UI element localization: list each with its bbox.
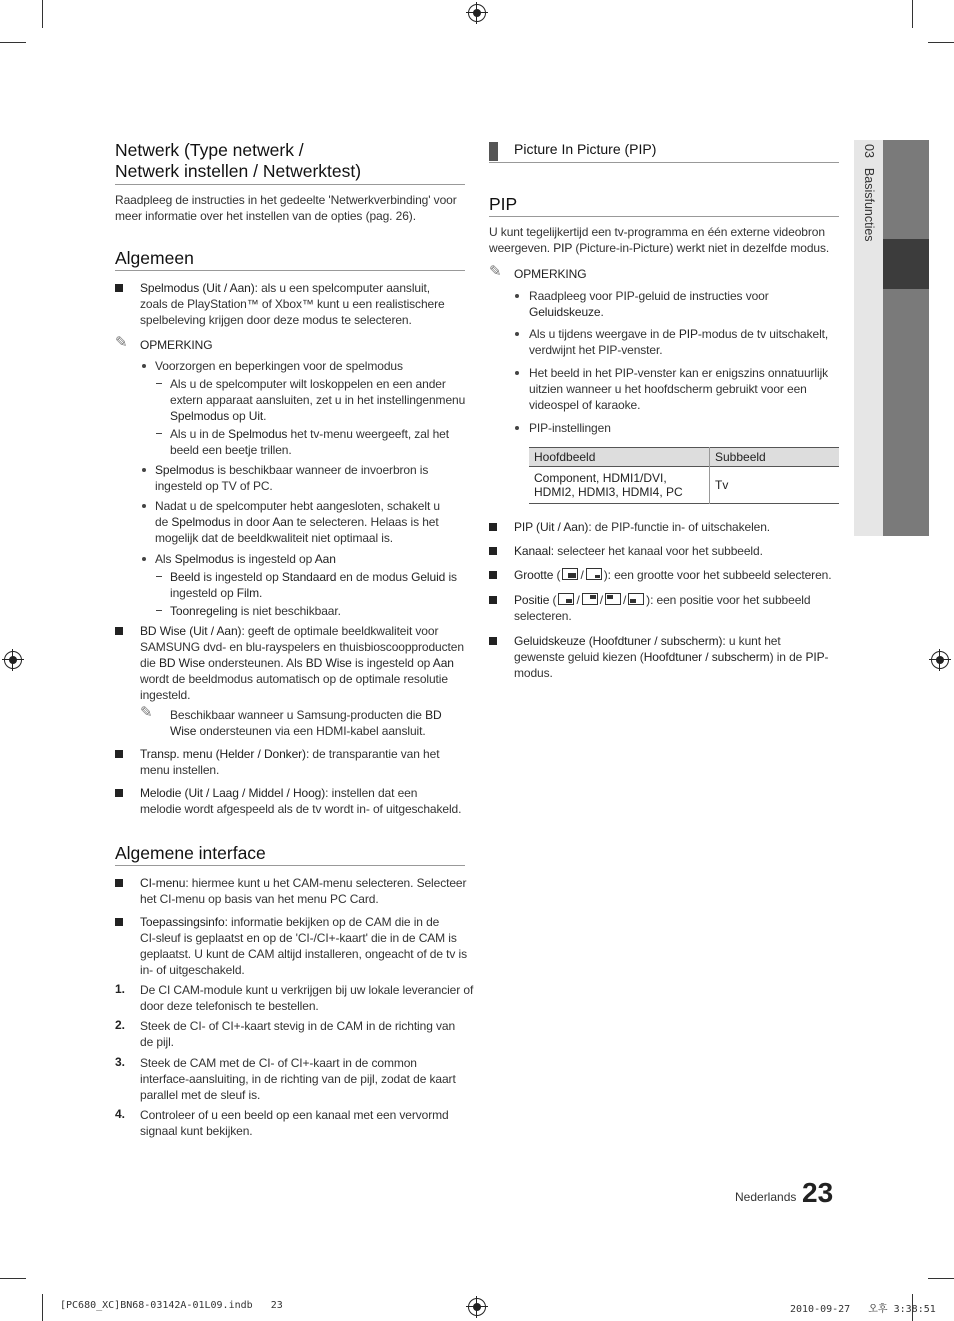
bullet-dash (156, 433, 162, 434)
step-item: Controleer of u een beeld op een kanaal met een vervormd signaal kunt bekijken. (140, 1108, 449, 1138)
note-item: Voorzorgen en beperkingen voor de spelmodus (155, 359, 403, 373)
divider (115, 184, 465, 185)
bullet-dot (515, 371, 519, 375)
registration-mark-icon (4, 651, 22, 669)
pencil-note-icon: ✎ (489, 263, 502, 280)
crop-mark (42, 1294, 43, 1321)
side-tab-label: 03Basisfuncties (862, 144, 876, 242)
section-title-interface: Algemene interface (115, 843, 266, 863)
divider (489, 162, 839, 163)
table-header: Hoofdbeeld (529, 448, 710, 467)
bullet-dot (515, 426, 519, 430)
table-cell: Component, HDMI1/DVI, HDMI2, HDMI3, HDMI4, PC (529, 467, 710, 504)
spelmodus-item: Spelmodus (Uit / Aan): als u een spelcomputer aansluit, zoals de PlayStation™ of Xbox™ kunt u een realistischere spelbeleving krijgen door deze modus te selecteren. (140, 281, 445, 327)
table-cell: Tv (715, 478, 729, 492)
pip-position-top-left-icon (605, 593, 621, 605)
print-date-info: 2010-09-27 오후 3:38:51 (790, 1304, 936, 1315)
side-tab-dark (883, 140, 929, 536)
toepassingsinfo-item: Toepassingsinfo: informatie bekijken op de CAM die in de CI-sleuf is geplaatst en op de 'CI-/CI+-kaart' die in de CAM is geplaatst. U kunt de CAM altijd installeren, ongeacht of de tv is in- of uitgeschakeld. (140, 915, 468, 977)
bullet-dash (156, 610, 162, 611)
note-item: Raadpleeg voor PIP-geluid de instructies voor Geluidskeuze. (529, 289, 769, 319)
crop-mark (0, 42, 26, 43)
bullet-dot (515, 332, 519, 336)
note-item: Als Spelmodus is ingesteld op Aan (155, 552, 336, 566)
page-number: 23 (802, 1177, 834, 1208)
note-item: PIP-instellingen (529, 421, 611, 435)
pip-settings-table (529, 447, 839, 504)
side-tab-active (883, 239, 929, 289)
pip-position-bottom-right-icon (558, 593, 574, 605)
note-item: Het beeld in het PIP-venster kan er enigszins onnatuurlijk uitzien wanneer u het hoofdscherm gebruikt voor een videospel of karaoke. (529, 366, 829, 412)
bullet-square (115, 789, 123, 797)
step-item: De CI CAM-module kunt u verkrijgen bij uw lokale leverancier of door deze telefonisch te bestellen. (140, 983, 474, 1013)
section-title-netwerk: Netwerk (Type netwerk / Netwerk instellen / Netwerktest) (115, 140, 362, 181)
pip-intro: U kunt tegelijkertijd een tv-programma en één externe videobron weergeven. PIP (Picture-in-Picture) werkt niet in dezelfde modus. (489, 225, 830, 255)
divider (115, 865, 465, 866)
note-label: OPMERKING (514, 267, 587, 281)
step-item: Steek de CAM met de CI- of CI+-kaart in de common interface-aansluiting, in de richting van de pijl, zodat de kaart parallel met de sleuf is. (140, 1056, 456, 1102)
section-marker (489, 142, 498, 161)
bullet-square (115, 627, 123, 635)
crop-mark (42, 0, 43, 28)
bdwise-note: Beschikbaar wanneer u Samsung-producten die BD Wise ondersteunen via een HDMI-kabel aansluit. (170, 708, 442, 738)
cimenu-item: CI-menu: hiermee kunt u het CAM-menu selecteren. Selecteer het CI-menu op basis van het menu PC Card. (140, 876, 467, 906)
registration-mark-icon (468, 4, 486, 22)
crop-mark (928, 42, 954, 43)
bullet-dot (515, 294, 519, 298)
registration-mark-icon (468, 1298, 486, 1316)
netwerk-text: Raadpleeg de instructies in het gedeelte 'Netwerkverbinding' voor meer informatie over het instellen van de opties (pag. 26). (115, 193, 457, 223)
bullet-square (115, 879, 123, 887)
bullet-square (489, 571, 497, 579)
bullet-square (489, 637, 497, 645)
section-header-pip: Picture In Picture (PIP) (514, 141, 657, 157)
bullet-square (115, 750, 123, 758)
bdwise-item: BD Wise (Uit / Aan): geeft de optimale beeldkwaliteit voor SAMSUNG dvd- en blu-rayspelers en thuisbioscoopproducten die BD Wise ondersteunen. Als BD Wise is ingesteld op Aan wordt de beeldmodus automatisch op de optimale resolutie ingesteld. (140, 624, 464, 702)
pip-size-small-icon (586, 568, 602, 580)
step-number: 3. (115, 1055, 126, 1069)
pip-position-bottom-left-icon (628, 593, 644, 605)
bullet-square (115, 284, 123, 292)
footer-language: Nederlands (735, 1190, 797, 1204)
bullet-square (489, 523, 497, 531)
note-subitem: Als u in de Spelmodus het tv-menu weergeeft, zal het beeld een beetje trillen. (170, 427, 449, 457)
pip-title: PIP (489, 194, 518, 214)
bullet-dot (142, 468, 146, 472)
note-subitem: Als u de spelcomputer wilt loskoppelen en een ander extern apparaat aansluiten, zet u in het instellingenmenu Spelmodus op Uit. (170, 377, 466, 423)
step-number: 4. (115, 1107, 126, 1121)
kanaal-item: Kanaal: selecteer het kanaal voor het subbeeld. (514, 544, 763, 558)
bullet-dot (142, 504, 146, 508)
registration-mark-icon (931, 651, 949, 669)
pip-size-large-icon (562, 568, 578, 580)
grootte-item: Grootte ( / ): een grootte voor het subbeeld selecteren. (514, 568, 832, 582)
pip-position-top-right-icon (582, 593, 598, 605)
pip-onoff-item: PIP (Uit / Aan): de PIP-functie in- of uitschakelen. (514, 520, 771, 534)
bullet-dot (142, 364, 146, 368)
crop-mark (912, 0, 913, 28)
note-item: Spelmodus is beschikbaar wanneer de invoerbron is ingesteld op TV of PC. (155, 463, 429, 493)
note-label: OPMERKING (140, 338, 213, 352)
crop-mark (928, 1278, 954, 1279)
divider (489, 216, 839, 217)
step-number: 1. (115, 982, 126, 996)
note-item: Nadat u de spelcomputer hebt aangesloten, schakelt u de Spelmodus in door Aan te selecteren. Helaas is het mogelijk dat de beeldkwaliteit niet optimaal is. (155, 499, 440, 545)
pencil-note-icon: ✎ (140, 704, 153, 721)
divider (115, 270, 465, 271)
bullet-square (489, 596, 497, 604)
positie-item: Positie ( / / / ): een positie voor het subbeeld selecteren. (514, 593, 811, 623)
geluidskeuze-item: Geluidskeuze (Hoofdtuner / subscherm): u kunt het gewenste geluid kiezen (Hoofdtuner / subscherm) in de PIP- modus. (514, 634, 829, 680)
pencil-note-icon: ✎ (115, 334, 128, 351)
melodie-item: Melodie (Uit / Laag / Middel / Hoog): instellen dat een melodie wordt afgespeeld als de tv wordt in- of uitgeschakeld. (140, 786, 462, 816)
section-title-algemeen: Algemeen (115, 248, 194, 268)
note-subitem: Toonregeling is niet beschikbaar. (170, 604, 341, 618)
bullet-dot (142, 557, 146, 561)
step-number: 2. (115, 1018, 126, 1032)
transp-item: Transp. menu (Helder / Donker): de transparantie van het menu instellen. (140, 747, 440, 777)
step-item: Steek de CI- of CI+-kaart stevig in de CAM in de richting van de pijl. (140, 1019, 456, 1049)
bullet-dash (156, 383, 162, 384)
table-header: Subbeeld (715, 450, 766, 464)
note-subitem: Beeld is ingesteld op Standaard en de modus Geluid is ingesteld op Film. (170, 570, 457, 600)
crop-mark (0, 1278, 26, 1279)
bullet-square (115, 918, 123, 926)
bullet-square (489, 547, 497, 555)
note-item: Als u tijdens weergave in de PIP-modus de tv uitschakelt, verdwijnt het PIP-venster. (529, 327, 829, 357)
bullet-dash (156, 576, 162, 577)
print-file-info: [PC680_XC]BN68-03142A-01L09.indb 23 (60, 1300, 283, 1311)
